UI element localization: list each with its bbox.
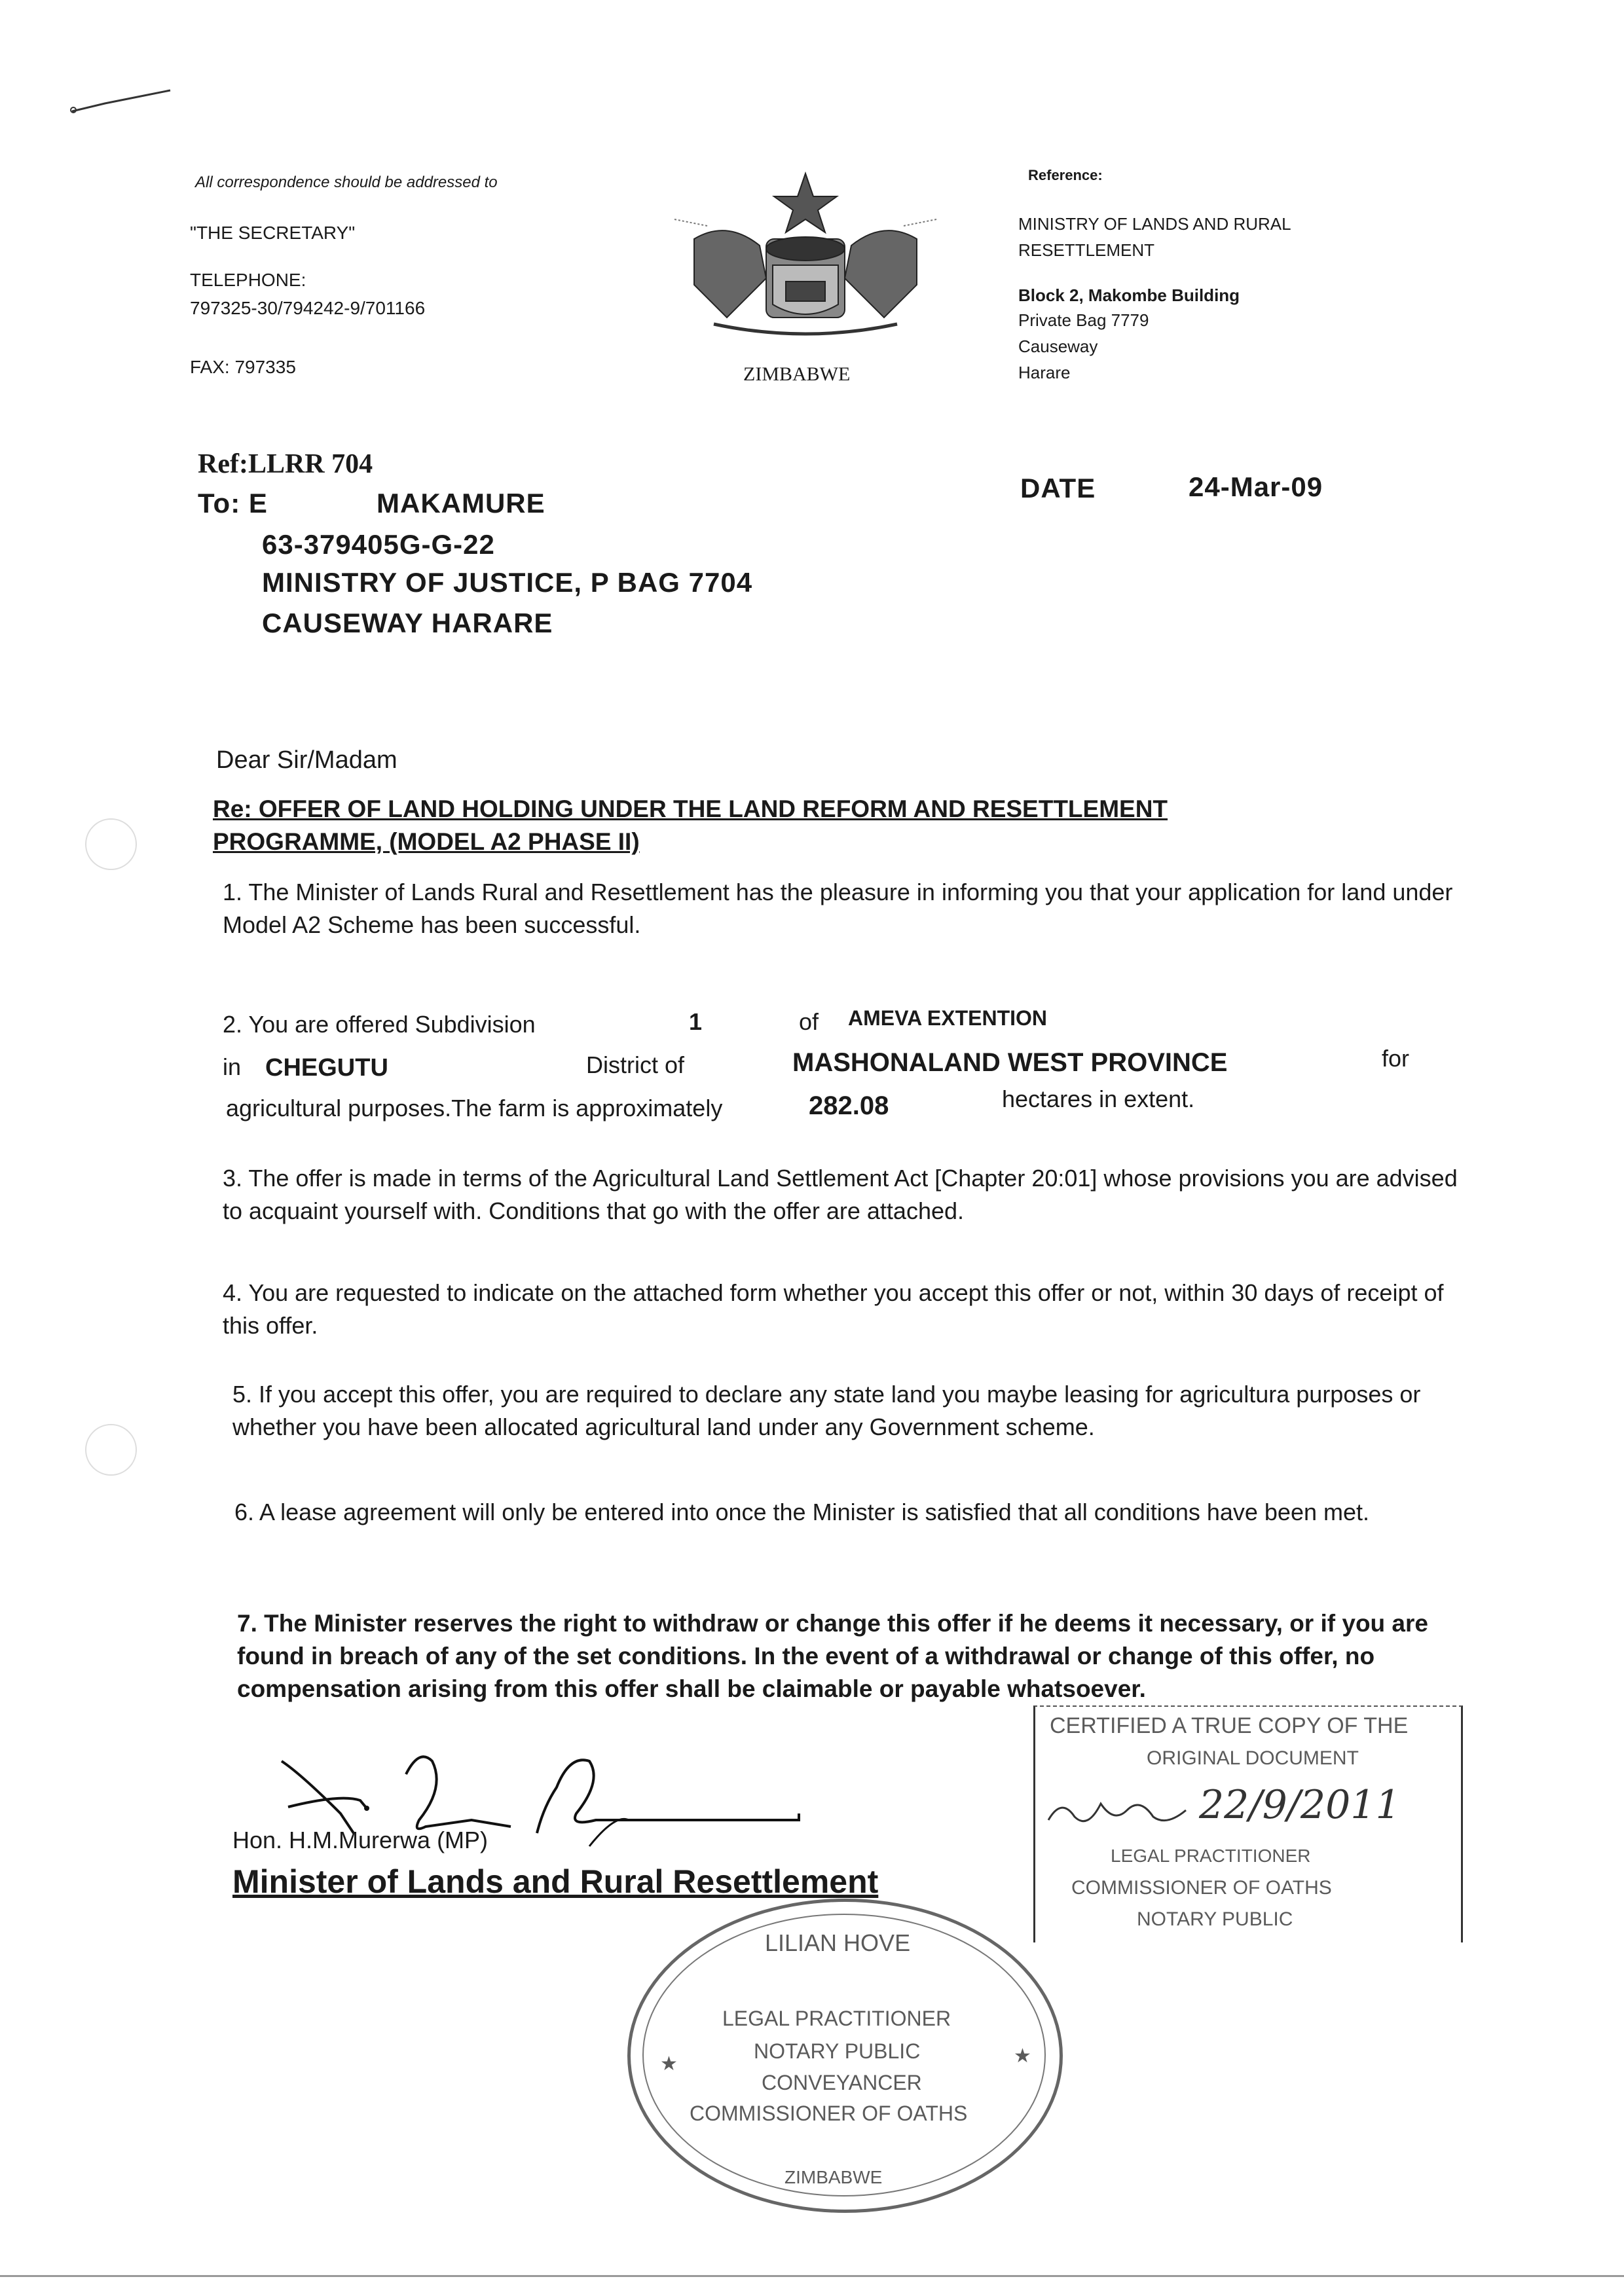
address-line-4: Harare (1018, 363, 1071, 382)
certified-line-3: LEGAL PRACTITIONER (1111, 1846, 1311, 1866)
fax-number: FAX: 797335 (190, 357, 296, 377)
certified-line-4: COMMISSIONER OF OATHS (1071, 1877, 1332, 1899)
minister-title: Minister of Lands and Rural Resettlement (232, 1863, 879, 1900)
certified-line-1: CERTIFIED A TRUE COPY OF THE (1050, 1713, 1409, 1738)
paragraph-6: 6. A lease agreement will only be entered into once the Minister is satisfied that all conditions have been met. (234, 1499, 1370, 1525)
stamp-line-1: LEGAL PRACTITIONER (722, 2007, 951, 2030)
punch-hole-bottom (85, 1424, 137, 1476)
paragraph-3: 3. The offer is made in terms of the Agricultural Land Settlement Act [Chapter 20:01] whose provisions you are advised to acquaint yourself with. Conditions that go with the offer are attached. (223, 1165, 1458, 1224)
star-right-icon: ★ (1014, 2045, 1031, 2067)
address-line-2: Private Bag 7779 (1018, 310, 1149, 330)
pen-mark (65, 79, 177, 118)
p2-district-of: District of (586, 1051, 685, 1078)
date-value: 24-Mar-09 (1189, 471, 1323, 502)
p2-hectares: 282.08 (809, 1091, 889, 1120)
recipient-address-2: CAUSEWAY HARARE (262, 608, 553, 638)
emblem-caption: ZIMBABWE (743, 363, 851, 385)
subject-line-1: Re: OFFER OF LAND HOLDING UNDER THE LAND REFORM AND RESETTLEMENT (213, 795, 1168, 822)
stamp-country: ZIMBABWE (784, 2167, 883, 2187)
p2-subdivision: 1 (689, 1008, 703, 1035)
p2-district: CHEGUTU (265, 1054, 388, 1082)
p2-in: in (223, 1053, 242, 1080)
certified-line-2: ORIGINAL DOCUMENT (1147, 1747, 1359, 1769)
stamp-line-4: COMMISSIONER OF OATHS (690, 2102, 968, 2125)
date-label: DATE (1020, 473, 1096, 503)
recipient-address-1: MINISTRY OF JUSTICE, P BAG 7704 (262, 567, 753, 598)
stamp-line-3: CONVEYANCER (762, 2071, 922, 2094)
p2-province: MASHONALAND WEST PROVINCE (792, 1048, 1228, 1077)
ministry-line-2: RESETTLEMENT (1018, 240, 1155, 260)
certified-line-5: NOTARY PUBLIC (1137, 1908, 1293, 1930)
paragraph-5: 5. If you accept this offer, you are required to declare any state land you maybe leasing for agricultura purposes or whether you have been allocated agricultural land under any Government scheme. (232, 1381, 1421, 1440)
paragraph-4: 4. You are requested to indicate on the attached form whether you accept this offer or not, within 30 days of receipt of this offer. (223, 1279, 1444, 1339)
address-line-3: Causeway (1018, 337, 1098, 356)
to-label: To: E (198, 488, 268, 519)
subject-line-2: PROGRAMME, (MODEL A2 PHASE II) (213, 828, 640, 855)
telephone-label: TELEPHONE: (190, 270, 306, 290)
p2-purposes: agricultural purposes.The farm is approximately (226, 1095, 723, 1121)
scan-edge-line (0, 2275, 1624, 2277)
p2-of: of (799, 1008, 819, 1035)
correspondence-note: All correspondence should be addressed to (195, 173, 498, 191)
paragraph-1: 1. The Minister of Lands Rural and Resettlement has the pleasure in informing you that your application for land under Model A2 Scheme has been successful. (223, 879, 1453, 938)
secretary-addressee: "THE SECRETARY" (190, 223, 356, 243)
certified-copy-stamp (1033, 1705, 1463, 1942)
paragraph-7: 7. The Minister reserves the right to withdraw or change this offer if he deems it necessary, or if you are found in breach of any of the set conditions. In the event of a withdrawal or change of this offer, no compensation arising from this offer shall be claimable or payable whatsoever. (237, 1610, 1428, 1702)
stamp-line-2: NOTARY PUBLIC (754, 2039, 921, 2063)
salutation: Dear Sir/Madam (216, 746, 397, 774)
p2-for: for (1382, 1045, 1410, 1072)
p2-farm-name: AMEVA EXTENTION (848, 1006, 1048, 1030)
notary-oval-stamp (627, 1899, 1063, 2213)
p2-prefix: 2. You are offered Subdivision (223, 1011, 536, 1038)
certified-handwritten-date: 22/9/2011 (1199, 1782, 1401, 1828)
reference-label: Reference: (1028, 167, 1103, 183)
zimbabwe-coat-of-arms-icon (668, 167, 943, 357)
punch-hole-top (85, 818, 137, 870)
telephone-numbers: 797325-30/794242-9/701166 (190, 298, 426, 318)
letter-ref: Ref:LLRR 704 (198, 449, 373, 479)
recipient-name: MAKAMURE (377, 488, 545, 519)
address-line-1: Block 2, Makombe Building (1018, 285, 1240, 305)
certifier-initials (1042, 1791, 1199, 1830)
recipient-id-number: 63-379405G-G-22 (262, 529, 495, 560)
ministry-line-1: MINISTRY OF LANDS AND RURAL (1018, 214, 1291, 234)
p2-extent: hectares in extent. (1002, 1085, 1195, 1112)
stamp-holder-name: LILIAN HOVE (765, 1929, 911, 1956)
minister-name: Hon. H.M.Murerwa (MP) (232, 1827, 489, 1853)
star-left-icon: ★ (660, 2053, 678, 2075)
